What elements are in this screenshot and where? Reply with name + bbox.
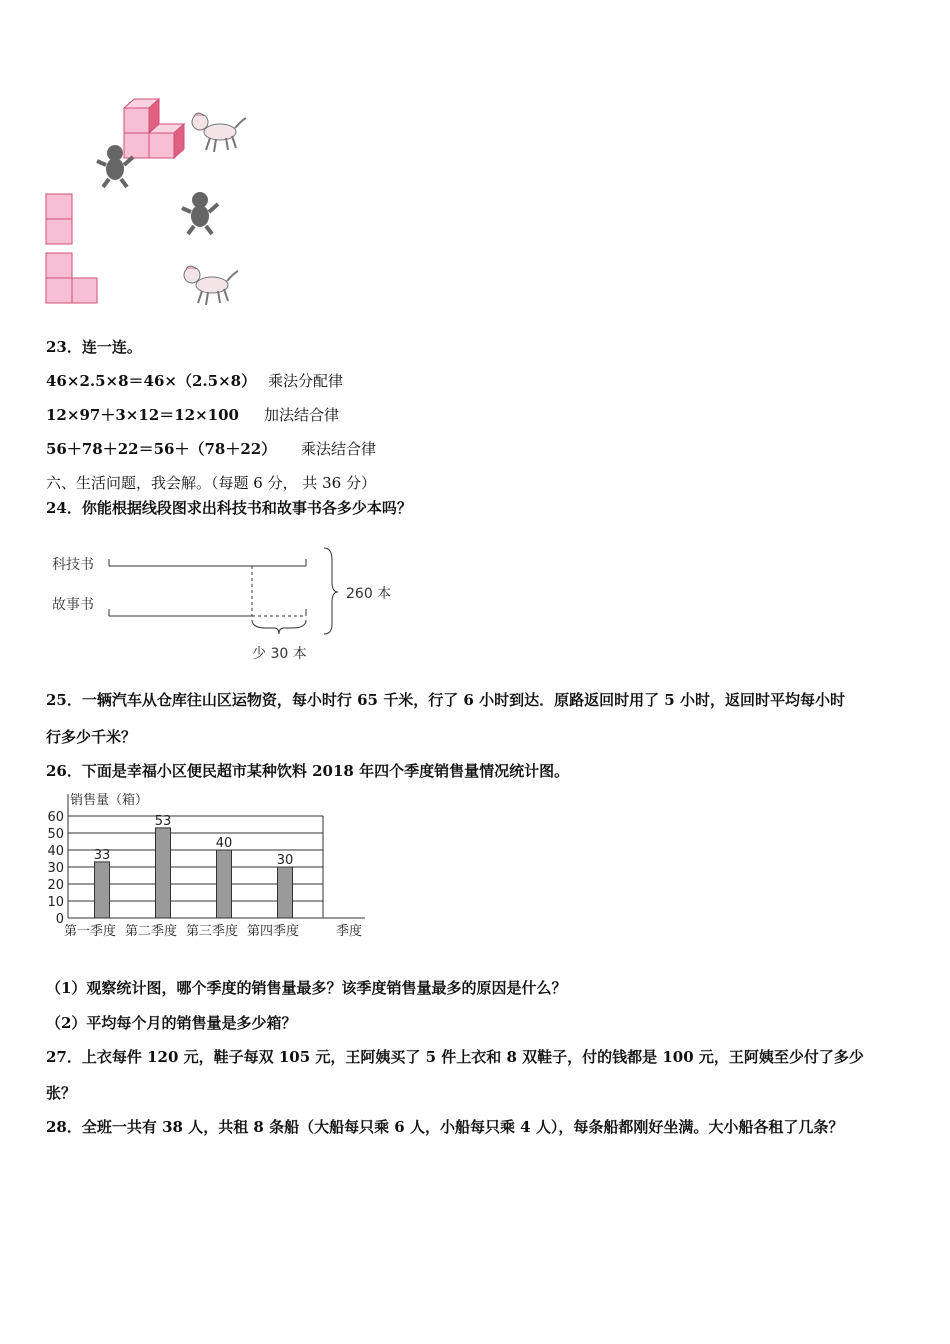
y-tick-label: 10 (47, 895, 64, 910)
front-view (46, 194, 72, 244)
q27-line2: 张？ (46, 1084, 77, 1102)
cube-stack (124, 99, 184, 158)
dog-icon (184, 266, 238, 305)
sales-bar-chart (40, 788, 380, 943)
bar (278, 867, 293, 918)
q26-text: 26．下面是幸福小区便民超市某种饮料 2018 年四个季度销售量情况统计图。 (46, 762, 570, 780)
q23-left-2: 12×97＋3×12＝12×100 (46, 406, 239, 424)
story-segment (109, 566, 306, 616)
bar-value-label: 33 (93, 847, 111, 863)
q25-line1: 25．一辆汽车从仓库往山区运物资，每小时行 65 千米，行了 6 小时到达．原路返回时用了 5 小时，返回时平均每小时 (46, 691, 845, 709)
total-brace (324, 548, 338, 634)
bar-value-label: 53 (154, 813, 172, 829)
category-label: 第三季度 (186, 924, 239, 939)
chart-categories (64, 923, 299, 939)
label-science: 科技书 (52, 557, 94, 573)
q23-right-3: 乘法结合律 (301, 440, 377, 458)
y-tick-label: 20 (47, 878, 64, 893)
q24-text: 24．你能根据线段图求出科技书和故事书各多少本吗？ (46, 499, 412, 517)
q23-left-3: 56＋78＋22＝56＋（78＋22） (46, 440, 277, 458)
q23-title: 23．连一连。 (46, 338, 142, 356)
side-view (46, 253, 97, 303)
category-label: 第一季度 (64, 924, 117, 939)
y-tick-label: 50 (47, 827, 64, 842)
cube-views-figure (40, 95, 260, 310)
label-story: 故事书 (52, 597, 94, 613)
q26-sub1: （1）观察统计图，哪个季度的销售量最多？该季度销售量最多的原因是什么？ (46, 979, 567, 997)
category-label: 第二季度 (125, 924, 178, 939)
y-tick-label: 40 (47, 844, 64, 859)
y-tick-label: 30 (47, 861, 64, 876)
chart-xlabel: 季度 (336, 924, 363, 939)
q28-text: 28．全班一共有 38 人，共租 8 条船（大船每只乘 6 人，小船每只乘 4 人），每条船都刚好坐满。大小船各租了几条？ (46, 1118, 844, 1136)
q25-line2: 行多少千米？ (46, 728, 137, 746)
q23-right-2: 加法结合律 (264, 406, 340, 424)
q27-line1: 27．上衣每件 120 元，鞋子每双 105 元，王阿姨买了 5 件上衣和 8 双鞋子，付的钱都是 100 元，王阿姨至少付了多少 (46, 1048, 864, 1066)
bar (156, 828, 171, 918)
diff-brace (252, 620, 306, 634)
q23-left-1: 46×2.5×8＝46×（2.5×8） (46, 372, 257, 390)
diff-label: 少 30 本 (252, 646, 307, 662)
category-label: 第四季度 (247, 924, 300, 939)
q23-right-1: 乘法分配律 (268, 372, 344, 390)
y-tick-label: 0 (55, 912, 64, 927)
dog-icon (192, 113, 246, 152)
section6-title: 六、生活问题，我会解。（每题 6 分， 共 36 分） (46, 474, 376, 492)
monkey-icon (182, 192, 218, 234)
chart-ylabel: 销售量（箱） (70, 793, 149, 808)
chart-yticks (47, 810, 64, 927)
bar-value-label: 30 (276, 853, 294, 868)
q24-segment-diagram (46, 540, 406, 665)
total-label: 260 本 (346, 586, 392, 602)
science-segment (109, 559, 306, 566)
bar (95, 862, 110, 918)
chart-bars (94, 814, 294, 918)
bar-value-label: 40 (215, 836, 233, 851)
q26-sub2: （2）平均每个月的销售量是多少箱？ (46, 1014, 297, 1032)
bar (217, 850, 232, 918)
y-tick-label: 60 (47, 810, 64, 825)
